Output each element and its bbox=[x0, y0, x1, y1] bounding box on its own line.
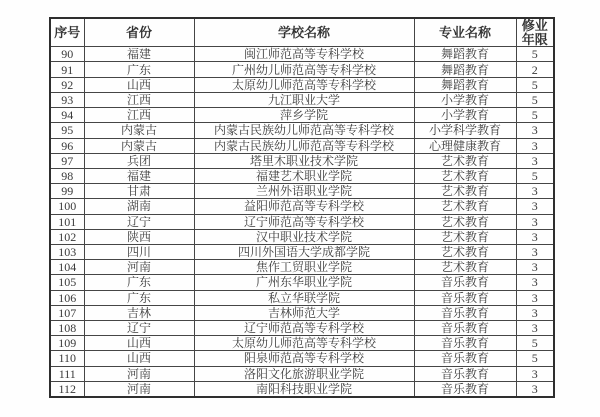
header-province: 省份 bbox=[84, 18, 194, 47]
cell-no: 107 bbox=[50, 305, 84, 320]
cell-no: 106 bbox=[50, 290, 84, 305]
cell-school: 兰州外语职业学院 bbox=[194, 184, 414, 199]
table-row bbox=[50, 290, 554, 305]
cell-school: 焦作工贸职业学院 bbox=[194, 260, 414, 275]
table-row bbox=[50, 336, 554, 351]
table-row bbox=[50, 320, 554, 335]
cell-province: 湖南 bbox=[84, 199, 194, 214]
cell-major: 音乐教育 bbox=[414, 305, 516, 320]
cell-years: 3 bbox=[516, 381, 554, 397]
table-row bbox=[50, 108, 554, 123]
cell-years: 5 bbox=[516, 351, 554, 366]
cell-province: 广东 bbox=[84, 275, 194, 290]
cell-major: 心理健康教育 bbox=[414, 138, 516, 153]
cell-years: 2 bbox=[516, 62, 554, 77]
cell-school: 吉林师范大学 bbox=[194, 305, 414, 320]
table-row bbox=[50, 260, 554, 275]
cell-major: 艺术教育 bbox=[414, 260, 516, 275]
cell-no: 92 bbox=[50, 77, 84, 92]
table-row bbox=[50, 168, 554, 183]
header-no: 序号 bbox=[50, 18, 84, 47]
cell-school: 益阳师范高等专科学校 bbox=[194, 199, 414, 214]
table-row bbox=[50, 366, 554, 381]
cell-no: 100 bbox=[50, 199, 84, 214]
table-header bbox=[50, 18, 554, 47]
cell-major: 音乐教育 bbox=[414, 351, 516, 366]
table-row bbox=[50, 275, 554, 290]
header-years: 修业年限 bbox=[516, 18, 554, 47]
header-major: 专业名称 bbox=[414, 18, 516, 47]
cell-years: 3 bbox=[516, 244, 554, 259]
cell-years: 5 bbox=[516, 108, 554, 123]
cell-major: 艺术教育 bbox=[414, 244, 516, 259]
cell-school: 汉中职业技术学院 bbox=[194, 229, 414, 244]
cell-major: 舞蹈教育 bbox=[414, 62, 516, 77]
cell-province: 陕西 bbox=[84, 229, 194, 244]
cell-major: 艺术教育 bbox=[414, 199, 516, 214]
cell-major: 艺术教育 bbox=[414, 229, 516, 244]
table-row bbox=[50, 123, 554, 138]
cell-school: 广州东华职业学院 bbox=[194, 275, 414, 290]
cell-major: 艺术教育 bbox=[414, 214, 516, 229]
cell-province: 广东 bbox=[84, 290, 194, 305]
cell-province: 甘肃 bbox=[84, 184, 194, 199]
cell-school: 内蒙古民族幼儿师范高等专科学校 bbox=[194, 123, 414, 138]
cell-years: 3 bbox=[516, 275, 554, 290]
cell-no: 96 bbox=[50, 138, 84, 153]
cell-no: 90 bbox=[50, 47, 84, 62]
cell-no: 93 bbox=[50, 92, 84, 107]
cell-province: 河南 bbox=[84, 381, 194, 397]
cell-no: 104 bbox=[50, 260, 84, 275]
table-row bbox=[50, 351, 554, 366]
cell-years: 3 bbox=[516, 138, 554, 153]
cell-years: 5 bbox=[516, 336, 554, 351]
cell-province: 山西 bbox=[84, 336, 194, 351]
cell-school: 私立华联学院 bbox=[194, 290, 414, 305]
cell-no: 99 bbox=[50, 184, 84, 199]
cell-province: 兵团 bbox=[84, 153, 194, 168]
schools-majors-table bbox=[49, 17, 555, 398]
cell-no: 94 bbox=[50, 108, 84, 123]
cell-school: 九江职业大学 bbox=[194, 92, 414, 107]
cell-years: 5 bbox=[516, 92, 554, 107]
header-row bbox=[50, 18, 554, 47]
cell-no: 112 bbox=[50, 381, 84, 397]
table-row bbox=[50, 138, 554, 153]
cell-province: 四川 bbox=[84, 244, 194, 259]
cell-no: 102 bbox=[50, 229, 84, 244]
cell-major: 舞蹈教育 bbox=[414, 77, 516, 92]
cell-school: 太原幼儿师范高等专科学校 bbox=[194, 336, 414, 351]
cell-major: 音乐教育 bbox=[414, 275, 516, 290]
cell-province: 内蒙古 bbox=[84, 123, 194, 138]
table-row bbox=[50, 381, 554, 397]
cell-no: 95 bbox=[50, 123, 84, 138]
cell-school: 福建艺术职业学院 bbox=[194, 168, 414, 183]
cell-province: 江西 bbox=[84, 108, 194, 123]
table-row bbox=[50, 199, 554, 214]
cell-major: 音乐教育 bbox=[414, 320, 516, 335]
cell-years: 3 bbox=[516, 229, 554, 244]
header-school: 学校名称 bbox=[194, 18, 414, 47]
cell-school: 萍乡学院 bbox=[194, 108, 414, 123]
cell-no: 97 bbox=[50, 153, 84, 168]
cell-school: 太原幼儿师范高等专科学校 bbox=[194, 77, 414, 92]
cell-years: 3 bbox=[516, 290, 554, 305]
cell-school: 洛阳文化旅游职业学院 bbox=[194, 366, 414, 381]
cell-years: 3 bbox=[516, 153, 554, 168]
cell-years: 3 bbox=[516, 305, 554, 320]
cell-years: 3 bbox=[516, 184, 554, 199]
cell-years: 3 bbox=[516, 214, 554, 229]
cell-province: 河南 bbox=[84, 366, 194, 381]
table-row bbox=[50, 184, 554, 199]
cell-years: 5 bbox=[516, 47, 554, 62]
cell-years: 3 bbox=[516, 199, 554, 214]
cell-no: 103 bbox=[50, 244, 84, 259]
cell-province: 江西 bbox=[84, 92, 194, 107]
table-row bbox=[50, 92, 554, 107]
cell-no: 98 bbox=[50, 168, 84, 183]
cell-major: 艺术教育 bbox=[414, 184, 516, 199]
cell-no: 108 bbox=[50, 320, 84, 335]
cell-school: 南阳科技职业学院 bbox=[194, 381, 414, 397]
cell-no: 110 bbox=[50, 351, 84, 366]
cell-years: 3 bbox=[516, 320, 554, 335]
cell-no: 105 bbox=[50, 275, 84, 290]
cell-no: 109 bbox=[50, 336, 84, 351]
table-row bbox=[50, 244, 554, 259]
cell-school: 阳泉师范高等专科学校 bbox=[194, 351, 414, 366]
cell-no: 111 bbox=[50, 366, 84, 381]
cell-major: 音乐教育 bbox=[414, 336, 516, 351]
cell-province: 辽宁 bbox=[84, 320, 194, 335]
table-row bbox=[50, 305, 554, 320]
cell-province: 广东 bbox=[84, 62, 194, 77]
cell-school: 塔里木职业技术学院 bbox=[194, 153, 414, 168]
cell-school: 辽宁师范高等专科学校 bbox=[194, 214, 414, 229]
cell-school: 闽江师范高等专科学校 bbox=[194, 47, 414, 62]
cell-major: 艺术教育 bbox=[414, 168, 516, 183]
cell-province: 内蒙古 bbox=[84, 138, 194, 153]
cell-major: 音乐教育 bbox=[414, 290, 516, 305]
cell-province: 山西 bbox=[84, 351, 194, 366]
cell-school: 四川外国语大学成都学院 bbox=[194, 244, 414, 259]
cell-major: 艺术教育 bbox=[414, 153, 516, 168]
table-row bbox=[50, 153, 554, 168]
cell-no: 91 bbox=[50, 62, 84, 77]
cell-major: 小学科学教育 bbox=[414, 123, 516, 138]
cell-years: 3 bbox=[516, 366, 554, 381]
cell-major: 音乐教育 bbox=[414, 366, 516, 381]
table-row bbox=[50, 77, 554, 92]
cell-province: 河南 bbox=[84, 260, 194, 275]
table-body bbox=[50, 47, 554, 397]
cell-school: 广州幼儿师范高等专科学校 bbox=[194, 62, 414, 77]
cell-years: 3 bbox=[516, 260, 554, 275]
cell-years: 5 bbox=[516, 77, 554, 92]
cell-school: 内蒙古民族幼儿师范高等专科学校 bbox=[194, 138, 414, 153]
table-row bbox=[50, 229, 554, 244]
cell-province: 山西 bbox=[84, 77, 194, 92]
cell-school: 辽宁师范高等专科学校 bbox=[194, 320, 414, 335]
table-row bbox=[50, 47, 554, 62]
cell-major: 小学教育 bbox=[414, 92, 516, 107]
cell-no: 101 bbox=[50, 214, 84, 229]
cell-major: 舞蹈教育 bbox=[414, 47, 516, 62]
cell-years: 5 bbox=[516, 168, 554, 183]
table-row bbox=[50, 214, 554, 229]
cell-province: 吉林 bbox=[84, 305, 194, 320]
cell-major: 音乐教育 bbox=[414, 381, 516, 397]
cell-province: 福建 bbox=[84, 168, 194, 183]
table-row bbox=[50, 62, 554, 77]
cell-province: 福建 bbox=[84, 47, 194, 62]
cell-province: 辽宁 bbox=[84, 214, 194, 229]
cell-years: 3 bbox=[516, 123, 554, 138]
cell-major: 小学教育 bbox=[414, 108, 516, 123]
